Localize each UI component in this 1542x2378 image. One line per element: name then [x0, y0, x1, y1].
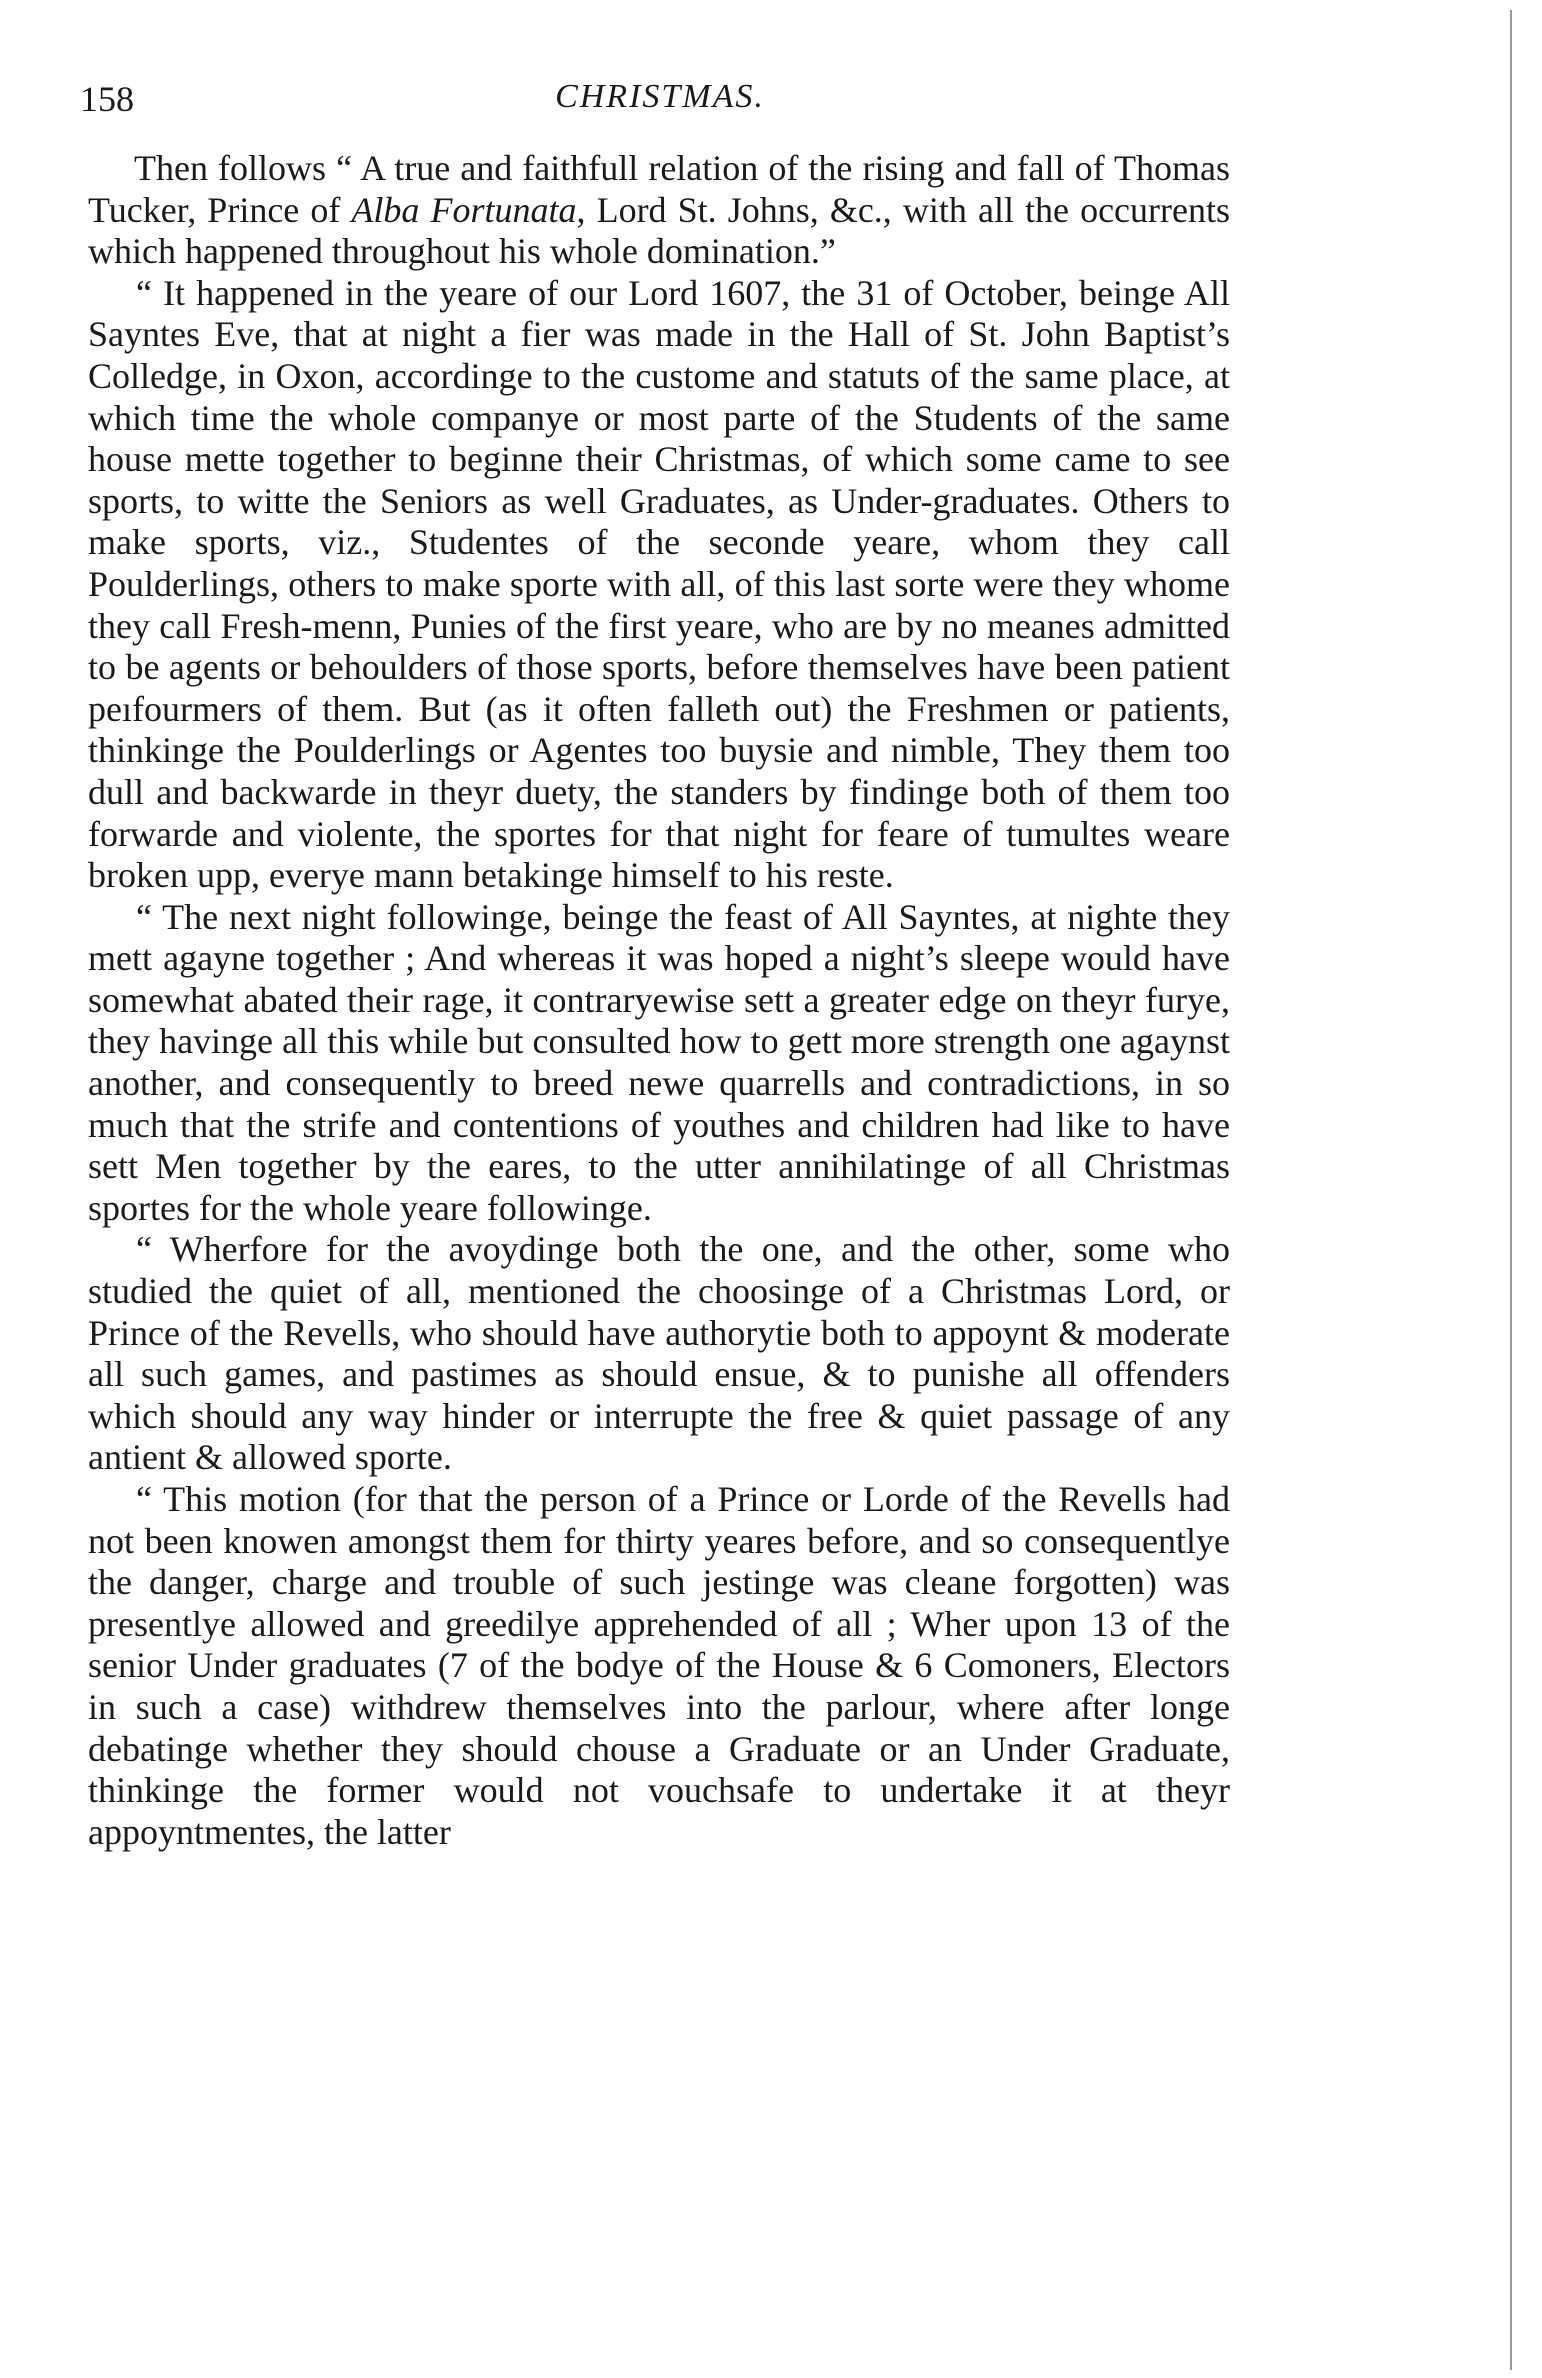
running-title: CHRISTMAS.: [555, 78, 765, 115]
scan-edge-line: [1510, 10, 1512, 2370]
paragraph: “ Wherfore for the avoydinge both the one, and the other, some who studied the quiet of all, mentioned the choosinge of a Christmas Lord, or Prince of the Revells, who should have authorytie both to appoynt & moderate all such games, and pastimes as should ensue, & to punishe all offenders which should any way hinder or interrupte the free & quiet passage of any antient & allowed sporte.: [88, 1229, 1230, 1478]
paragraph: “ This motion (for that the person of a Prince or Lorde of the Revells had not been knowen amongst them for thirty yeares before, and so consequentlye the danger, charge and trouble of such jestinge was cleane forgotten) was presentlye allowed and greedilye apprehended of all ; Wher upon 13 of the senior Under graduates (7 of the bodye of the House & 6 Comoners, Electors in such a case) withdrew themselves into the parlour, where after longe debatinge whether they should chouse a Graduate or an Under Graduate, thinkinge the former would not vouchsafe to undertake it at theyr appoyntmentes, the latter: [88, 1479, 1230, 1852]
page-header: [80, 78, 1240, 128]
paragraph: “ It happened in the yeare of our Lord 1607, the 31 of October, beinge All Sayntes Eve, that at night a fier was made in the Hall of St. John Baptist’s Colledge, in Oxon, accordinge to the custome and statuts of the same place, at which time the whole companye or most parte of the Students of the same house mette together to beginne their Christmas, of which some came to see sports, to witte the Seniors as well Graduates, as Under-graduates. Others to make sports, viz., Studentes of the seconde yeare, whom they call Poulderlings, others to make sporte with all, of this last sorte were they whome they call Fresh-menn, Punies of the first yeare, who are by no meanes admitted to be agents or behoulders of those sports, before themselves have been patient peıfourmers of them. But (as it often falleth out) the Freshmen or patients, thinkinge the Poulderlings or Agentes too buysie and nimble, They them too dull and backwarde in theyr duety, the standers by findinge both of them too forwarde and violente, the sportes for that night for feare of tumultes weare broken upp, everye mann betakinge himself to his reste.: [88, 272, 1230, 896]
body-text: [88, 148, 1230, 1853]
paragraph: Then follows “ A true and faithfull relation of the rising and fall of Thomas Tucker, Prince of Alba Fortunata, Lord St. Johns, &c., with all the occurrents which happened throughout his whole domination.”: [88, 148, 1231, 272]
paragraph: “ The next night followinge, beinge the feast of All Sayntes, at nighte they mett agayne together ; And whereas it was hoped a night’s sleepe would have somewhat abated their rage, it contraryewise sett a greater edge on theyr furye, they havinge all this while but consulted how to gett more strength one agaynst another, and consequently to breed newe quarrells and contradictions, in so much that the strife and contentions of youthes and children had like to have sett Men together by the eares, to the utter annihilatinge of all Christmas sportes for the whole yeare followinge.: [88, 896, 1230, 1228]
italic-place-name: Alba Fortunata: [351, 189, 577, 230]
page-number: 158: [80, 79, 134, 119]
